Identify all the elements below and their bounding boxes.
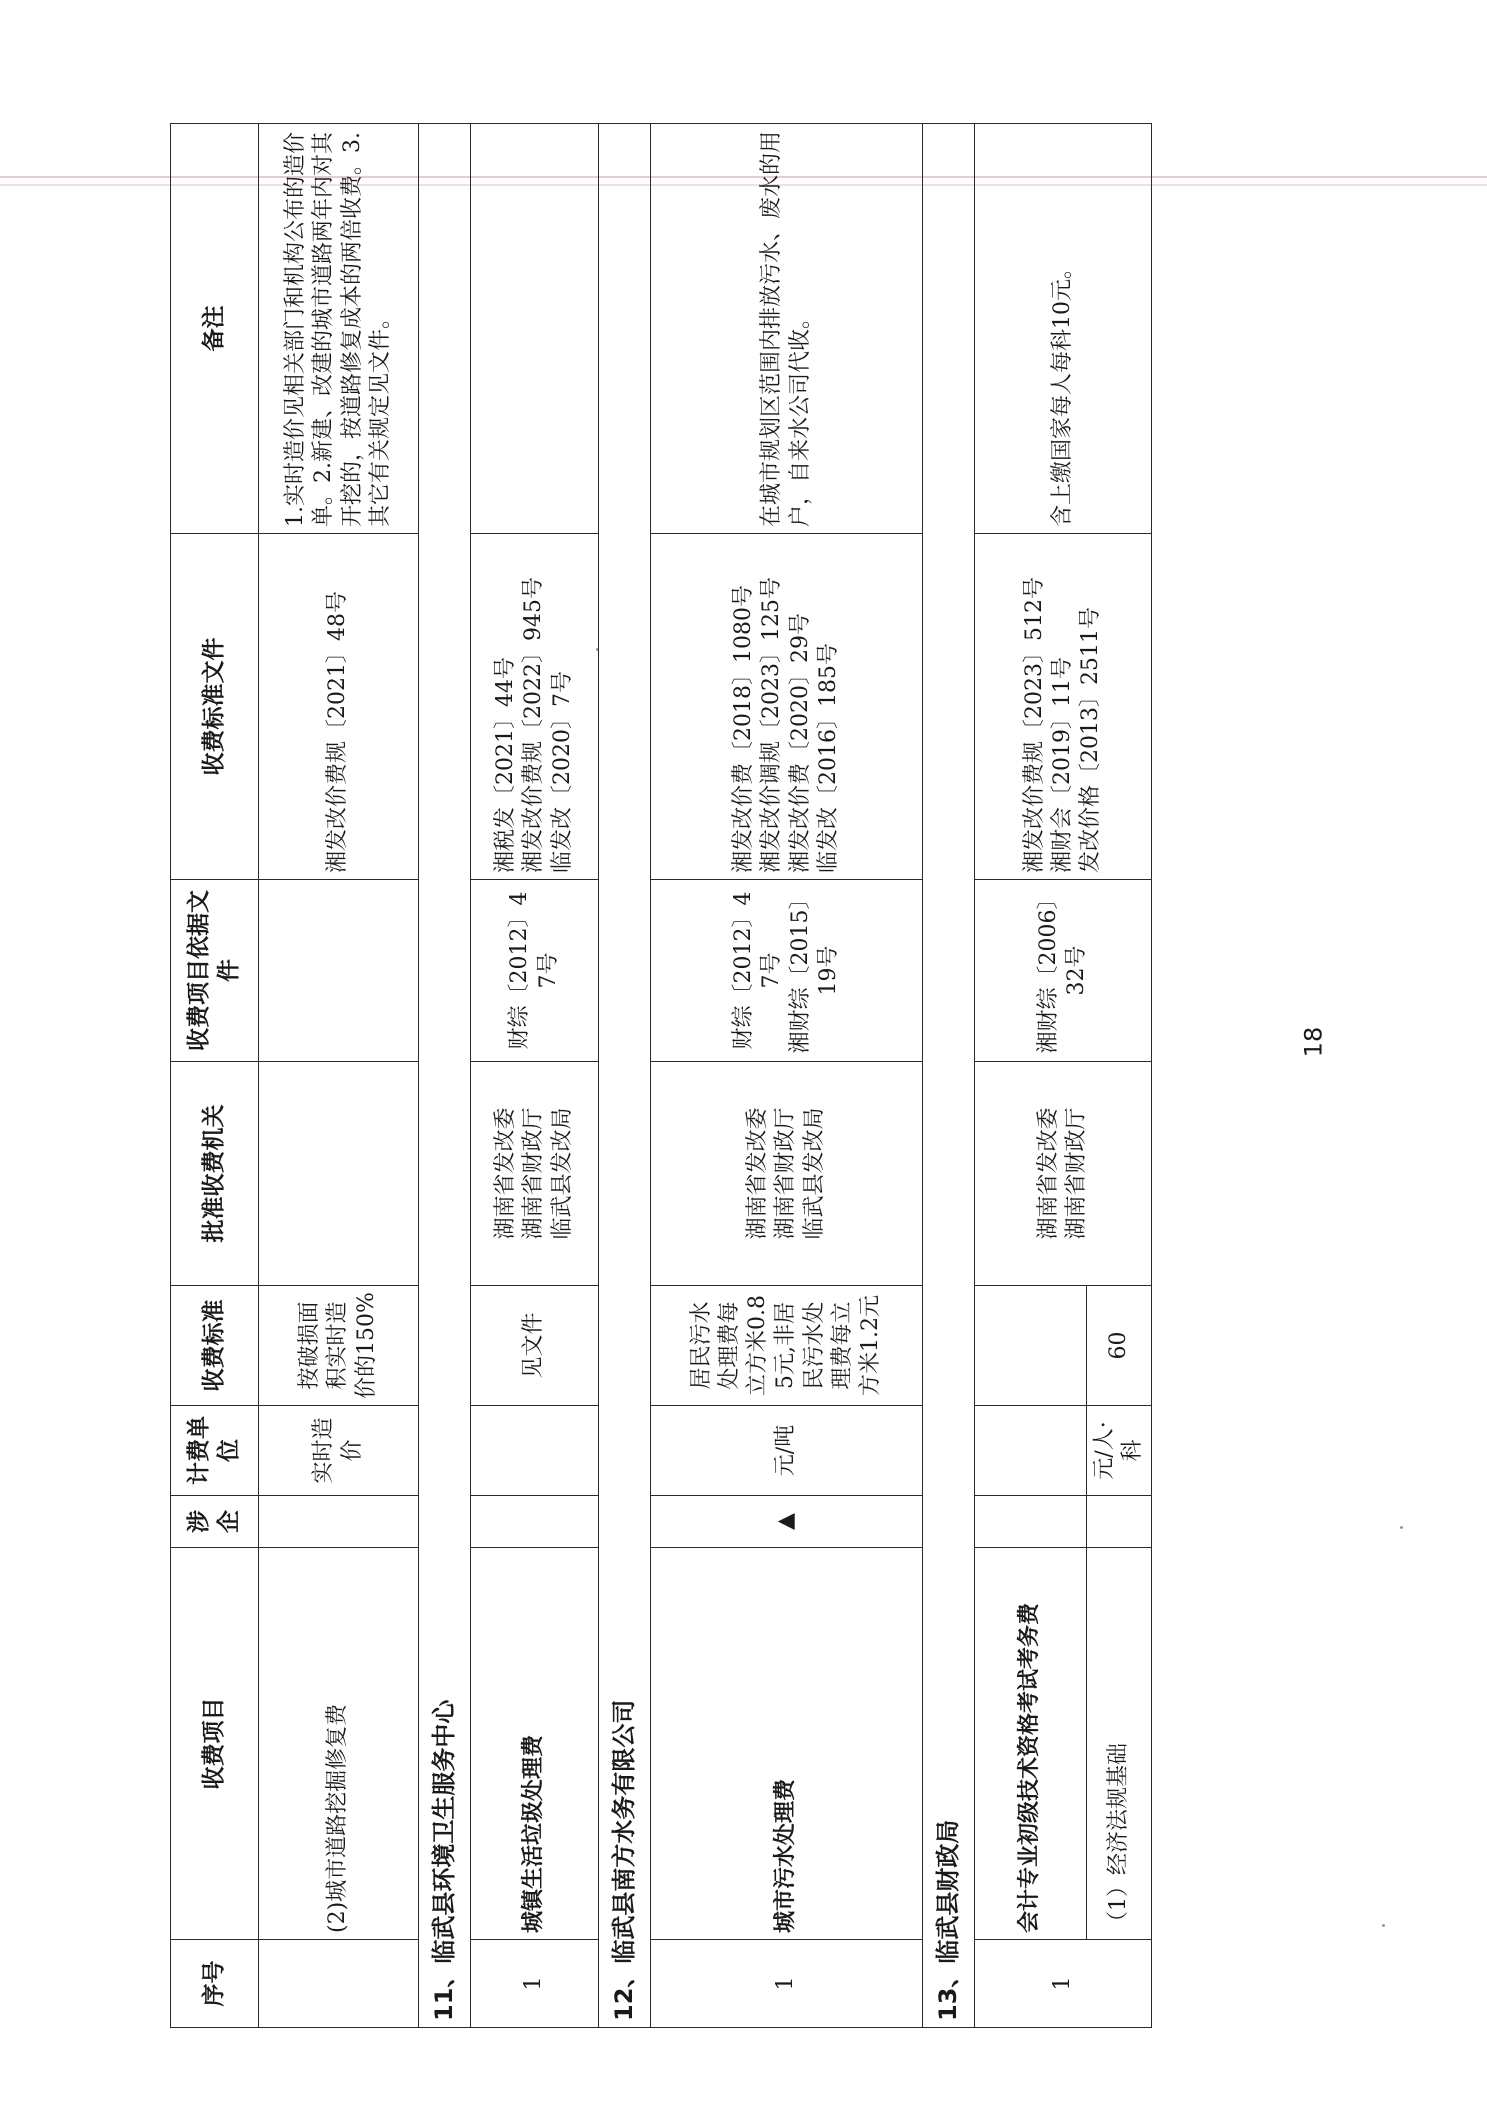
remark-cell bbox=[471, 124, 599, 534]
unit-cell: 元/吨 bbox=[651, 1406, 923, 1496]
section-row bbox=[923, 124, 975, 2028]
remark-cell: 在城市规划区范围内排放污水、废水的用户，自来水公司代收。 bbox=[651, 124, 923, 534]
std-doc-line: 湘发改价调规〔2023〕125号 bbox=[759, 577, 785, 873]
authority-line: 临武县发改局 bbox=[549, 1107, 575, 1240]
std-doc-line: 湘发改价费规〔2023〕512号 bbox=[1021, 577, 1047, 873]
standard-cell: 见文件 bbox=[471, 1286, 599, 1406]
section-row bbox=[419, 124, 471, 2028]
std-doc-line: 发改价格〔2013〕2511号 bbox=[1078, 607, 1104, 873]
table-row bbox=[259, 124, 419, 2028]
section-title: 11、临武县环境卫生服务中心 bbox=[419, 124, 471, 2028]
std-doc-cell: 湘发改价费规〔2021〕48号 bbox=[259, 534, 419, 880]
standard-cell bbox=[975, 1286, 1087, 1406]
basis-line: 财综〔2012〕47号 bbox=[731, 891, 785, 1050]
std-doc-line: 湘发改价费〔2020〕29号 bbox=[787, 613, 813, 873]
header-item: 收费项目 bbox=[171, 1548, 259, 1940]
std-doc-line: 湘发改价费规〔2022〕945号 bbox=[521, 577, 547, 873]
standard-cell: 按破损面积实时造价的150% bbox=[259, 1286, 419, 1406]
page-number: 18 bbox=[1299, 1026, 1328, 1058]
enterprise-cell: ▲ bbox=[651, 1496, 923, 1548]
std-doc-line: 湘财会〔2019〕11号 bbox=[1050, 657, 1076, 873]
authority-cell bbox=[975, 1062, 1152, 1286]
std-doc-line: 湘发改价费〔2018〕1080号 bbox=[731, 585, 757, 873]
table-row bbox=[471, 124, 599, 2028]
authority-line: 湖南省发改委 bbox=[745, 1107, 771, 1240]
authority-cell bbox=[259, 1062, 419, 1286]
std-doc-line: 湘税发〔2021〕44号 bbox=[493, 657, 519, 873]
authority-line: 湖南省财政厅 bbox=[1064, 1107, 1090, 1240]
basis-cell bbox=[651, 880, 923, 1062]
item-cell: 城镇生活垃圾处理费 bbox=[471, 1548, 599, 1940]
std-doc-line: 临发改〔2020〕7号 bbox=[549, 671, 575, 873]
seq-cell bbox=[259, 1940, 419, 2028]
authority-cell bbox=[651, 1062, 923, 1286]
seq-cell: 1 bbox=[975, 1940, 1152, 2028]
basis-cell: 湘财综〔2006〕32号 bbox=[975, 880, 1152, 1062]
std-doc-cell bbox=[975, 534, 1152, 880]
enterprise-cell bbox=[471, 1496, 599, 1548]
unit-cell: 元/人·科 bbox=[1087, 1406, 1152, 1496]
authority-line: 湖南省发改委 bbox=[493, 1107, 519, 1240]
item-cell: 会计专业初级技术资格考试考务费 bbox=[975, 1548, 1087, 1940]
unit-cell bbox=[975, 1406, 1087, 1496]
header-unit: 计费单位 bbox=[171, 1406, 259, 1496]
header-authority: 批准收费机关 bbox=[171, 1062, 259, 1286]
header-basis: 收费项目依据文件 bbox=[171, 880, 259, 1062]
basis-cell bbox=[259, 880, 419, 1062]
std-doc-line: 临发改〔2016〕185号 bbox=[815, 643, 841, 873]
header-std-doc: 收费标准文件 bbox=[171, 534, 259, 880]
table-row bbox=[975, 124, 1087, 2028]
std-doc-cell bbox=[471, 534, 599, 880]
enterprise-cell bbox=[259, 1496, 419, 1548]
section-title: 13、临武县财政局 bbox=[923, 124, 975, 2028]
seq-cell: 1 bbox=[651, 1940, 923, 2028]
enterprise-cell bbox=[975, 1496, 1087, 1548]
remark-cell: 含上缴国家每人每科10元。 bbox=[975, 124, 1152, 534]
authority-cell bbox=[471, 1062, 599, 1286]
unit-cell bbox=[471, 1406, 599, 1496]
header-standard: 收费标准 bbox=[171, 1286, 259, 1406]
authority-line: 湖南省财政厅 bbox=[773, 1107, 799, 1240]
header-row bbox=[171, 124, 259, 2028]
header-seq: 序号 bbox=[171, 1940, 259, 2028]
header-enterprise: 涉企 bbox=[171, 1496, 259, 1548]
unit-cell: 实时造价 bbox=[259, 1406, 419, 1496]
section-row bbox=[599, 124, 651, 2028]
fee-table bbox=[170, 123, 1152, 2028]
authority-line: 临武县发改局 bbox=[801, 1107, 827, 1240]
section-title: 12、临武县南方水务有限公司 bbox=[599, 124, 651, 2028]
scan-speck bbox=[1400, 1526, 1403, 1529]
standard-cell: 居民污水处理费每立方米0.85元,非居民污水处理费每立方米1.2元 bbox=[651, 1286, 923, 1406]
item-cell: 城市污水处理费 bbox=[651, 1548, 923, 1940]
standard-cell: 60 bbox=[1087, 1286, 1152, 1406]
item-cell: (2)城市道路挖掘修复费 bbox=[259, 1548, 419, 1940]
header-remark: 备注 bbox=[171, 124, 259, 534]
rotated-table-container bbox=[170, 124, 1265, 2028]
enterprise-cell bbox=[1087, 1496, 1152, 1548]
seq-cell: 1 bbox=[471, 1940, 599, 2028]
authority-line: 湖南省财政厅 bbox=[521, 1107, 547, 1240]
item-cell: （1）经济法规基础 bbox=[1087, 1548, 1152, 1940]
remark-cell: 1.实时造价见相关部门和机构公布的造价单。2.新建、改建的城市道路两年内对其开挖的，按道路修复成本的两倍收费。3.其它有关规定见文件。 bbox=[259, 124, 419, 534]
scan-speck bbox=[1382, 1924, 1385, 1927]
authority-line: 湖南省发改委 bbox=[1036, 1107, 1061, 1240]
basis-line: 湘财综〔2015〕19号 bbox=[787, 887, 841, 1054]
basis-cell: 财综〔2012〕47号 bbox=[471, 880, 599, 1062]
table-row bbox=[651, 124, 923, 2028]
std-doc-cell bbox=[651, 534, 923, 880]
